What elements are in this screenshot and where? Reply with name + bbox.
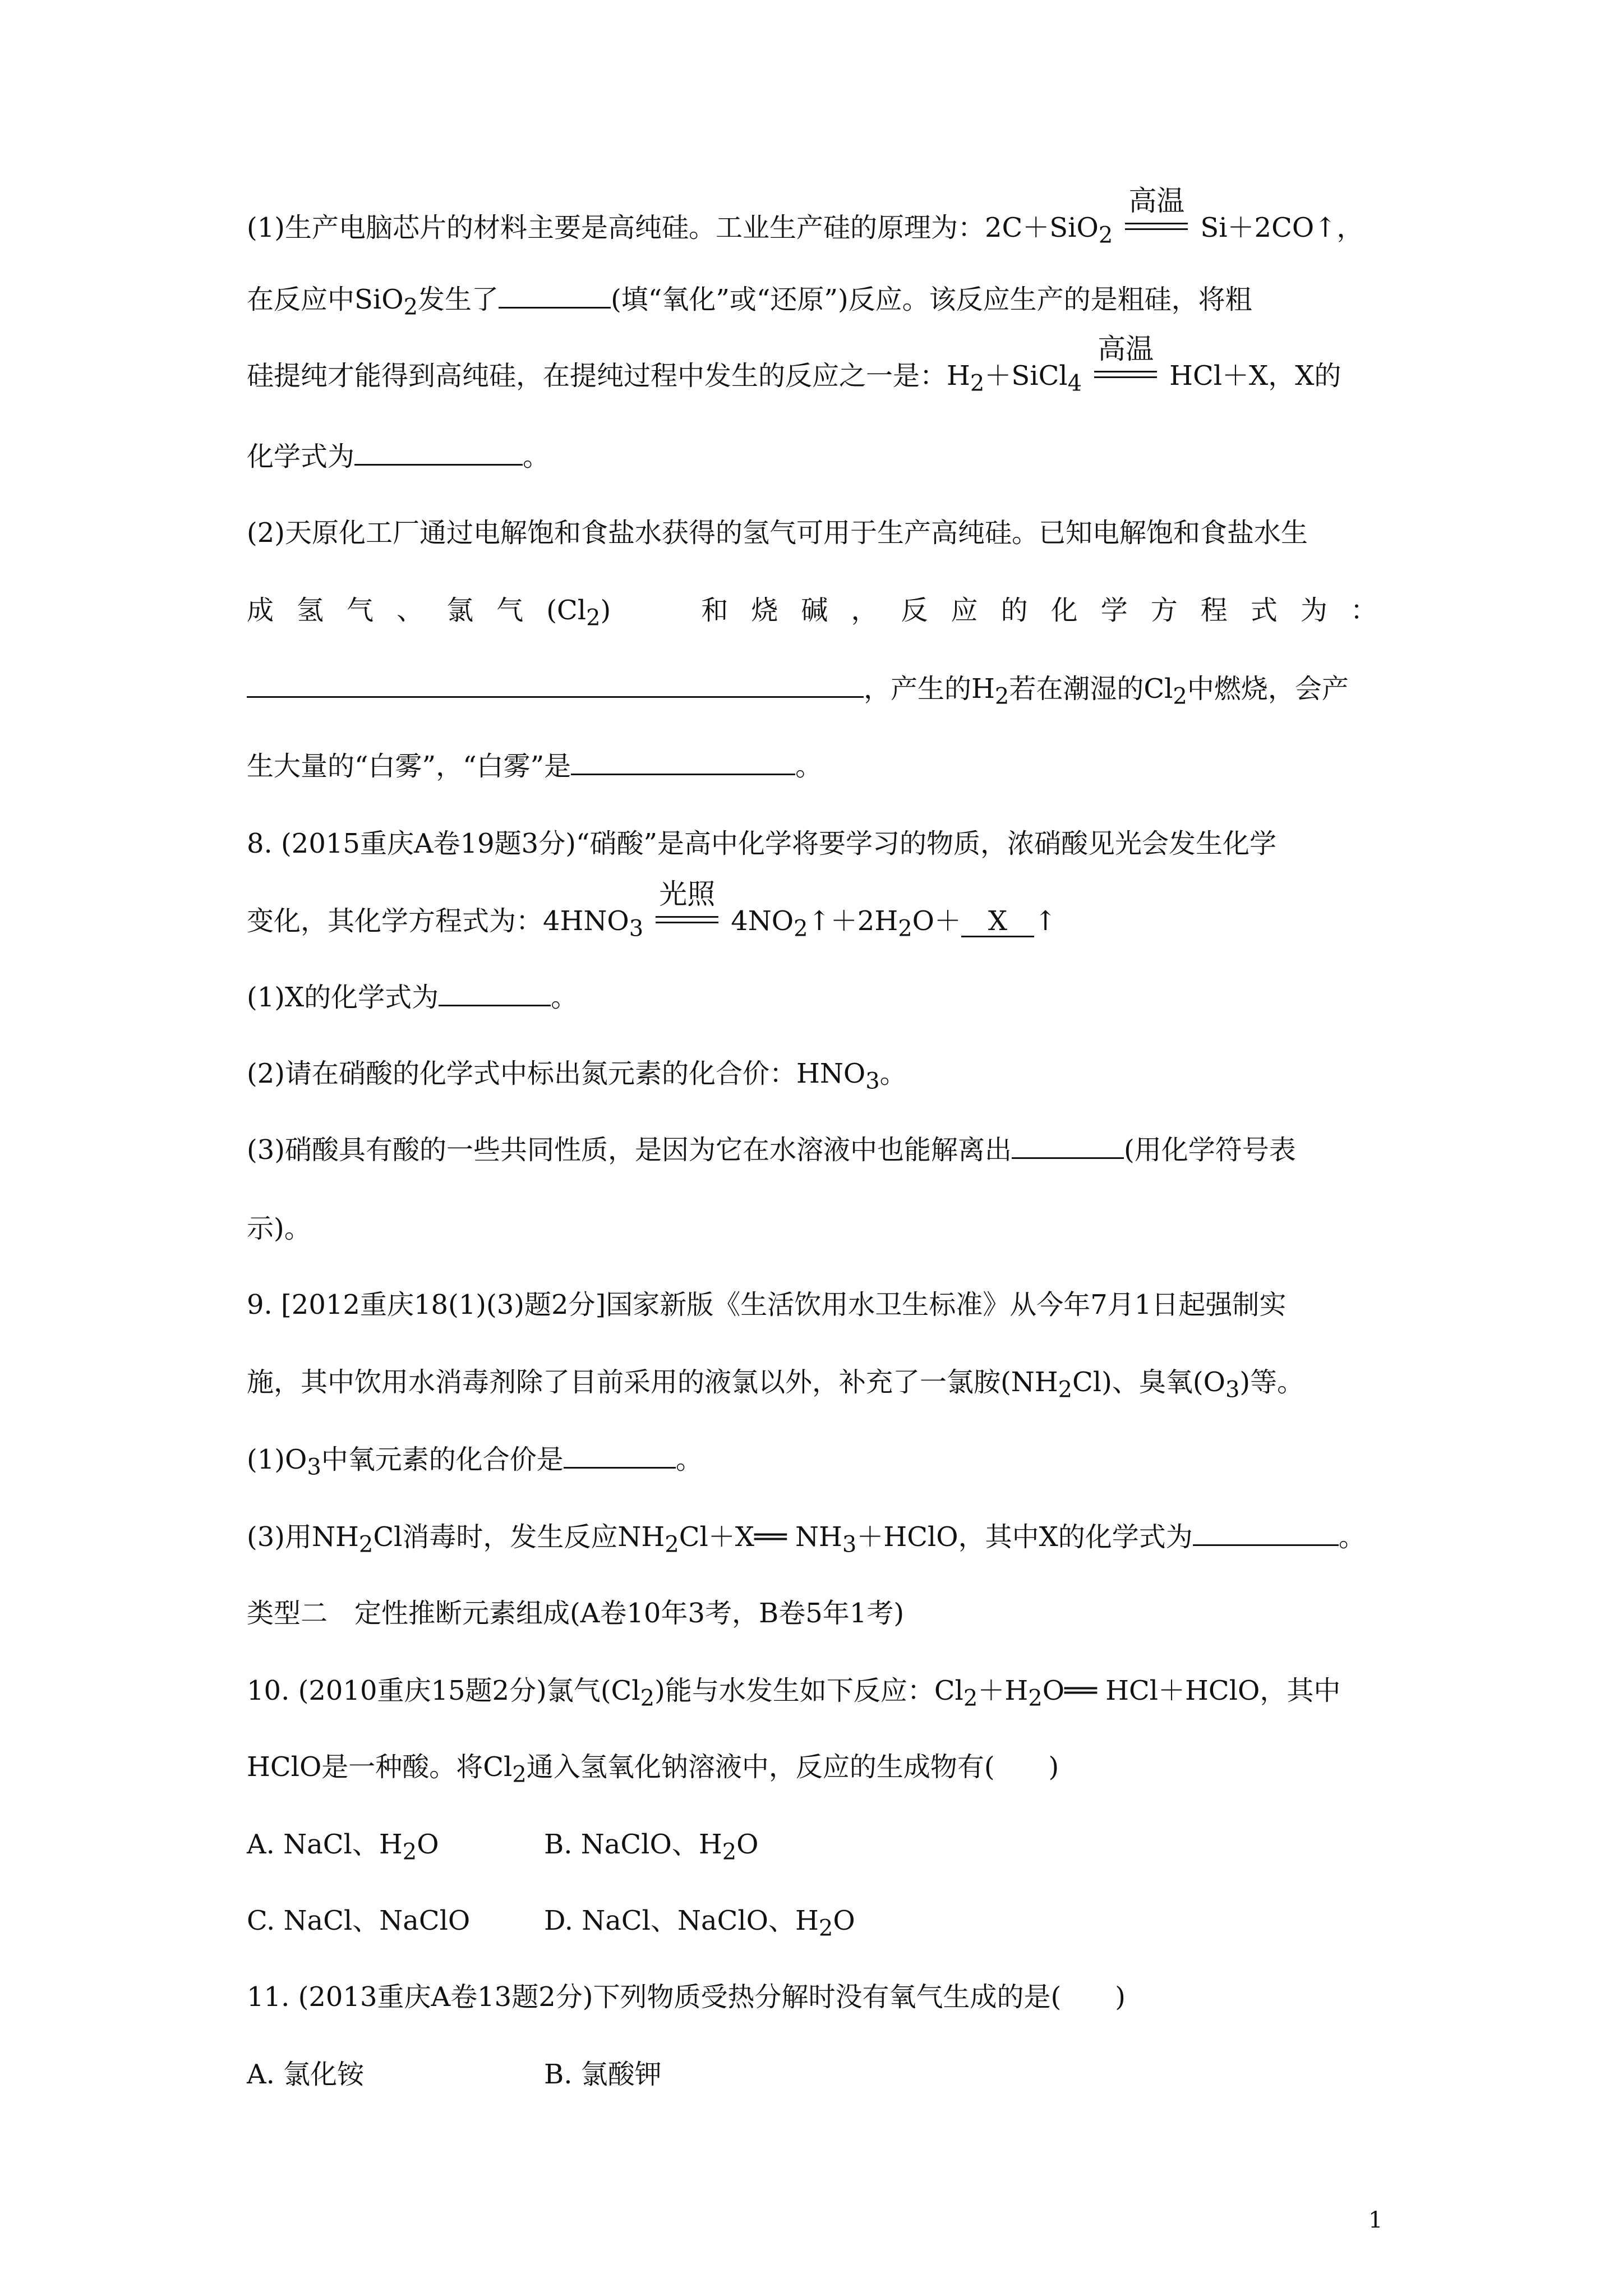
q7-part1-line2 (247, 283, 1252, 324)
word: 碱 (801, 595, 828, 626)
q8-sub3-line2 (247, 1212, 311, 1245)
page-number: 1 (1368, 2207, 1383, 2233)
text: O══ HCl＋HClO，其中 (1042, 1675, 1341, 1706)
text: ，产生的H (864, 673, 995, 705)
text: 示)。 (247, 1213, 311, 1244)
q10-line2 (247, 1750, 1059, 1792)
text: B. NaClO、H (544, 1829, 722, 1860)
q8-sub2 (247, 1057, 907, 1098)
answer-blank[interactable] (564, 1446, 676, 1469)
answer-blank[interactable] (1012, 1136, 1124, 1159)
text: 硅提纯才能得到高纯硅，在提纯过程中发生的反应之一是：H (247, 360, 970, 392)
subscript: 2 (970, 370, 985, 397)
text: ＋H (978, 1675, 1029, 1706)
text: 。 (795, 751, 823, 782)
q7-part1-line4 (247, 440, 550, 473)
subscript: 3 (1225, 1377, 1240, 1403)
text: )能与水发生如下反应：Cl (654, 1675, 963, 1706)
text: 8. (2015重庆A卷19题3分)“硝酸”是高中化学将要学习的物质，浓硝酸见光会发生化学 (247, 828, 1277, 859)
subscript: 2 (1173, 683, 1187, 710)
equals-bars (656, 916, 718, 923)
text: 化学式为 (247, 441, 355, 472)
text: ＋HClO，其中X的化学式为 (856, 1521, 1193, 1553)
subscript: 4 (1067, 370, 1082, 397)
word: 成 (247, 595, 274, 626)
subscript: 2 (358, 1531, 374, 1558)
text: 4NO (731, 905, 794, 937)
word: 气 (496, 595, 524, 626)
word: 的 (1000, 595, 1028, 626)
q7-part1-line1 (247, 185, 1364, 252)
text: (3)硝酸具有酸的一些共同性质，是因为它在水溶液中也能解离出 (247, 1134, 1012, 1166)
word: 氢 (297, 595, 324, 626)
word: 化 (1050, 595, 1078, 626)
text: ＋SiCl (984, 360, 1068, 392)
text: 在反应中SiO (247, 284, 404, 315)
text: (Cl (546, 595, 587, 626)
subscript: 2 (898, 915, 912, 942)
text: 。 (551, 982, 578, 1013)
answer-blank[interactable] (571, 752, 795, 775)
subscript: 2 (963, 1685, 978, 1711)
word: 学 (1100, 595, 1128, 626)
text: (1)O (247, 1444, 307, 1475)
text: O＋ (912, 905, 961, 937)
subscript: 2 (722, 1839, 737, 1865)
text: D. NaCl、NaClO、H (544, 1905, 819, 1936)
q8-line1 (247, 827, 1276, 861)
text: 中氧元素的化合价是 (321, 1444, 564, 1475)
word: ， (851, 595, 878, 626)
word: 方 (1150, 595, 1178, 626)
text: ↑ (1034, 905, 1057, 937)
condition-label: 高温 (1098, 333, 1154, 365)
condition-label: 高温 (1128, 185, 1185, 217)
q9-sub1 (247, 1443, 703, 1484)
text: 变化，其化学方程式为：4HNO (247, 905, 629, 937)
answer-blank[interactable] (1193, 1523, 1339, 1546)
option-c[interactable] (247, 1904, 544, 1938)
text: 若在潮湿的Cl (1009, 673, 1173, 705)
text: Si＋2CO↑， (1200, 212, 1364, 243)
q7-part2-line2 (247, 593, 1377, 635)
reaction-condition (1125, 185, 1188, 237)
subscript: 3 (865, 1068, 880, 1094)
option-a[interactable] (247, 1828, 544, 1869)
text: 通入氢氧化钠溶液中，反应的生成物有( ) (526, 1751, 1059, 1783)
text: Cl＋X══ NH (679, 1521, 842, 1553)
text: (填“氧化”或“还原”)反应。该反应生产的是粗硅，将粗 (611, 284, 1252, 315)
text: A. NaCl、H (247, 1829, 403, 1860)
condition-label: 光照 (659, 878, 716, 910)
word: ： (1350, 595, 1377, 626)
option-d[interactable] (544, 1905, 855, 1941)
subscript: 2 (640, 1685, 655, 1711)
word: 氯 (446, 595, 474, 626)
word: 气 (347, 595, 374, 626)
reaction-condition (1094, 333, 1157, 385)
q11-options-row1 (247, 2058, 662, 2091)
text: O (736, 1829, 759, 1860)
subscript: 2 (402, 1839, 417, 1865)
text: HCl＋X，X的 (1169, 360, 1341, 392)
subscript: 2 (994, 683, 1009, 710)
text: 施，其中饮用水消毒剂除了目前采用的液氯以外，补充了一氯胺(NH (247, 1366, 1058, 1398)
subscript: 2 (512, 1761, 527, 1788)
q11-line1 (247, 1980, 1126, 2014)
text: HClO是一种酸。将Cl (247, 1751, 513, 1783)
text: (1)生产电脑芯片的材料主要是高纯硅。工业生产硅的原理为：2C＋SiO (247, 212, 1099, 243)
option-b[interactable] (544, 1829, 759, 1865)
subscript: 2 (818, 1915, 833, 1941)
q7-part2-line1 (247, 516, 1308, 550)
equals-bars (1125, 223, 1188, 230)
text: (3)用NH (247, 1521, 359, 1553)
text: (2)天原化工厂通过电解饱和食盐水获得的氢气可用于生产高纯硅。已知电解饱和食盐水生 (247, 517, 1308, 549)
q9-line2 (247, 1365, 1304, 1407)
word: 式 (1250, 595, 1278, 626)
text: 发生了 (418, 284, 499, 315)
subscript: 2 (1058, 1377, 1073, 1403)
subscript: 2 (665, 1531, 679, 1558)
text: (用化学符号表 (1124, 1134, 1296, 1166)
subscript: 2 (1028, 1685, 1043, 1711)
text: ↑＋2H (808, 905, 898, 937)
q9-sub3 (247, 1520, 1366, 1562)
text: 。 (523, 441, 550, 472)
subscript: 2 (794, 915, 808, 942)
word: 、 (396, 595, 424, 626)
subscript: 3 (629, 915, 644, 942)
word: 和 (701, 595, 728, 626)
subscript: 3 (842, 1531, 857, 1558)
text: O (833, 1905, 855, 1936)
text: (1)X的化学式为 (247, 982, 439, 1013)
option-b[interactable]: B. 氯酸钾 (544, 2059, 662, 2090)
q10-options-row1 (247, 1828, 759, 1869)
equals-bars (1094, 371, 1157, 378)
q10-line1 (247, 1674, 1340, 1715)
word: 程 (1200, 595, 1228, 626)
q8-sub1 (247, 981, 578, 1014)
text: 10. (2010重庆15题2分)氯气(Cl (247, 1675, 640, 1706)
word: 反 (901, 595, 928, 626)
q8-sub3-line1 (247, 1133, 1296, 1167)
subscript: 2 (403, 294, 418, 320)
text: 类型二 定性推断元素组成(A卷10年3考，B卷5年1考) (247, 1598, 905, 1629)
answer-blank[interactable] (439, 983, 551, 1006)
answer-blank[interactable] (247, 675, 864, 698)
answer-blank[interactable] (354, 443, 523, 466)
text: )等。 (1239, 1366, 1304, 1398)
subscript: 2 (586, 605, 601, 631)
q7-part1-line3 (247, 333, 1341, 401)
answer-blank[interactable] (499, 286, 611, 309)
text: Cl)、臭氧(O (1072, 1366, 1225, 1398)
text: 11. (2013重庆A卷13题2分)下列物质受热分解时没有氧气生成的是( ) (247, 1981, 1126, 2013)
text: 。 (675, 1444, 703, 1475)
text: 。 (879, 1058, 907, 1089)
q9-line1 (247, 1288, 1286, 1322)
text: Cl消毒时，发生反应NH (373, 1521, 665, 1553)
reaction-condition (656, 878, 718, 930)
text: 生大量的“白雾”，“白雾”是 (247, 751, 571, 782)
q8-line2 (247, 878, 1057, 946)
word: 应 (951, 595, 978, 626)
text: 9. [2012重庆18(1)(3)题2分]国家新版《生活饮用水卫生标准》从今年7月1日起强制实 (247, 1289, 1287, 1320)
subscript: 2 (1098, 222, 1113, 249)
section-heading (247, 1596, 904, 1630)
text: 中燃烧，会产 (1187, 673, 1349, 705)
word: 烧 (751, 595, 778, 626)
q10-options-row2 (247, 1904, 855, 1945)
q7-part2-line3 (247, 672, 1349, 714)
word: 为 (1300, 595, 1327, 626)
q7-part2-line4 (247, 749, 822, 783)
underlined-answer: X (961, 907, 1034, 937)
text: (2)请在硝酸的化学式中标出氮元素的化合价：HNO (247, 1058, 866, 1089)
text: C. NaCl、NaClO (247, 1905, 471, 1936)
chemical-formula (546, 593, 611, 635)
text: ) (600, 595, 611, 626)
subscript: 3 (307, 1454, 321, 1480)
text: 。 (1338, 1521, 1366, 1553)
text: O (417, 1829, 439, 1860)
option-a[interactable]: A. 氯化铵 (247, 2059, 365, 2090)
